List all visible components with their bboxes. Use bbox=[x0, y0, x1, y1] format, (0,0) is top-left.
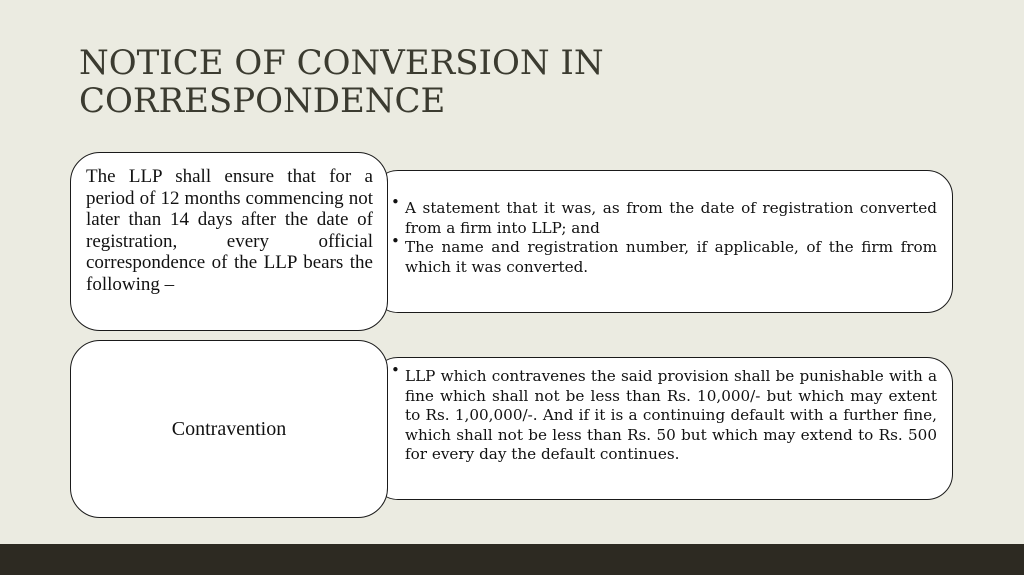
correspondence-contents-box bbox=[372, 170, 953, 313]
footer-bar bbox=[0, 544, 1024, 575]
contravention-label: Contravention bbox=[171, 417, 287, 440]
bullet-text: A statement that it was, as from the date of registration converted from a firm into LLP; and bbox=[405, 199, 937, 237]
bullet-icon: • bbox=[391, 193, 400, 211]
penalty-box bbox=[372, 357, 953, 500]
list-item bbox=[391, 361, 937, 465]
list-item bbox=[391, 193, 937, 238]
bullet-icon: • bbox=[391, 232, 400, 250]
contravention-box bbox=[70, 340, 388, 518]
correspondence-contents-list bbox=[391, 193, 937, 277]
conversion-requirement-box bbox=[70, 152, 388, 331]
bullet-text: The name and registration number, if applicable, of the firm from which it was converted. bbox=[405, 238, 937, 276]
conversion-requirement-text: The LLP shall ensure that for a period of 12 months commencing not later than 14 days after the date of registration, every official correspondence of the LLP bears the following – bbox=[86, 166, 373, 295]
penalty-list bbox=[391, 361, 937, 465]
bullet-icon: • bbox=[391, 361, 400, 379]
slide-title: NOTICE OF CONVERSION IN CORRESPONDENCE bbox=[79, 43, 604, 121]
list-item bbox=[391, 232, 937, 277]
bullet-text: LLP which contravenes the said provision shall be punishable with a fine which shall not be less than Rs. 10,000/- but which may extent to Rs. 1,00,000/-. And if it is a continuing default with a further fine, which shall not be less than Rs. 50 but which may extend to Rs. 500 for every day the default continues. bbox=[405, 367, 937, 463]
